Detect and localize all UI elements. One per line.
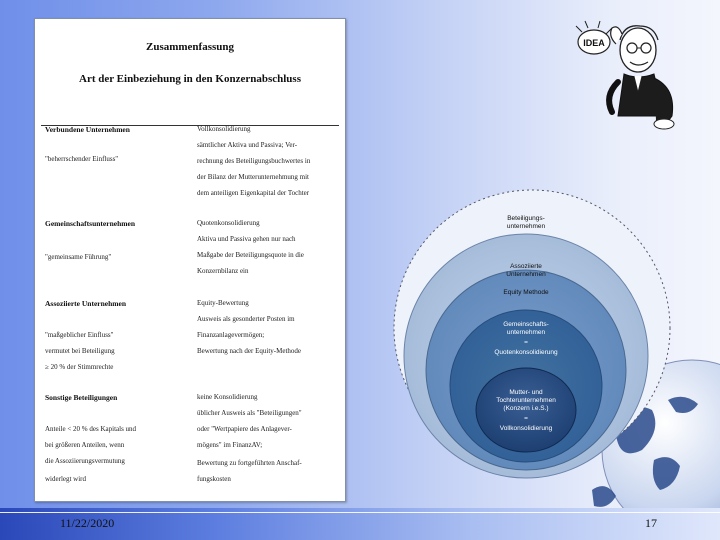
ring-label: Vollkonsolidierung (499, 425, 553, 432)
section-right-line: Finanzanlagevermögen; (197, 331, 265, 339)
footer-divider (0, 512, 720, 513)
section-right-line: Bewertung zu fortgeführten Anschaf- (197, 459, 302, 467)
ring-label: Beteiligungs- (507, 215, 545, 222)
section-left-line: widerlegt wird (45, 475, 87, 483)
ring-label: (Konzern i.e.S.) (503, 405, 549, 412)
section-left-line: ≥ 20 % der Stimmrechte (45, 363, 114, 371)
section-right-line: üblicher Ausweis als "Beteiligungen" (197, 409, 302, 417)
ring-label: Assoziierte (510, 263, 542, 270)
section-heading-assoziiert: Assoziierte Unternehmen (45, 299, 127, 308)
section-left-line: vermutet bei Beteiligung (45, 347, 115, 355)
section-heading-sonstige: Sonstige Beteiligungen (45, 393, 118, 402)
section-left-line: bei größeren Anteilen, wenn (45, 441, 125, 449)
section-right-line: fungskosten (197, 475, 231, 483)
section-right-line: keine Konsolidierung (197, 393, 258, 401)
ring-label: Mutter- und (509, 389, 543, 396)
section-right-line: Aktiva und Passiva gehen nur nach (197, 235, 296, 243)
ring-label: = (524, 415, 528, 422)
page-number: 17 (645, 516, 657, 530)
section-right-line: dem anteiligen Eigenkapital der Tochter (197, 189, 310, 197)
consolidation-nested-diagram (362, 180, 702, 520)
section-right-line: Konzernbilanz ein (197, 267, 249, 275)
lightbulb-icon (576, 21, 612, 54)
section-left-line: "gemeinsame Führung" (45, 253, 112, 261)
section-left-line: "maßgeblicher Einfluss" (45, 331, 114, 339)
ring-label: Unternehmen (506, 271, 546, 278)
section-right-line: Bewertung nach der Equity-Methode (197, 347, 301, 355)
section-right-line: Vollkonsolidierung (197, 125, 251, 133)
ring-label: unternehmen (506, 223, 546, 230)
footer-date: 11/22/2020 (60, 516, 115, 530)
section-right-line: der Bilanz der Mutterunternehmung mit (197, 173, 309, 181)
section-left-line: "beherrschender Einfluss" (45, 155, 119, 163)
summary-document (34, 18, 346, 502)
ring-label: Gemeinschafts- (503, 321, 549, 328)
thinking-man-cartoon (568, 16, 696, 136)
ring-label: Quotenkonsolidierung (494, 349, 558, 356)
ring-label: unternehmen (506, 329, 546, 336)
idea-label: IDEA (583, 38, 605, 48)
section-right-line: Ausweis als gesonderter Posten im (197, 315, 295, 323)
section-right-line: rechnung des Beteiligungsbuchwertes in (197, 157, 311, 165)
section-right-line: Equity-Bewertung (197, 299, 249, 307)
ring-label: Tochterunternehmen (496, 397, 556, 404)
section-right-line: sämtlicher Aktiva und Passiva; Ver- (197, 141, 298, 149)
section-right-line: Quotenkonsolidierung (197, 219, 260, 227)
document-subtitle: Art der Einbeziehung in den Konzernabschluss (79, 73, 301, 85)
section-heading-gemeinschaft: Gemeinschaftsunternehmen (45, 219, 135, 228)
section-left-line: die Assoziierungsvermutung (45, 457, 125, 465)
document-title: Zusammenfassung (145, 41, 235, 53)
section-left-line: Anteile < 20 % des Kapitals und (45, 425, 137, 433)
section-heading-verbundene: Verbundene Unternehmen (45, 125, 130, 134)
ring-label: Equity Methode (503, 289, 549, 296)
section-right-line: Maßgabe der Beteiligungsquote in die (197, 251, 304, 259)
section-right-line: mögens" im FinanzAV; (197, 441, 263, 449)
ring-label: = (524, 339, 528, 346)
section-right-line: oder "Wertpapiere des Anlagever- (197, 425, 292, 433)
